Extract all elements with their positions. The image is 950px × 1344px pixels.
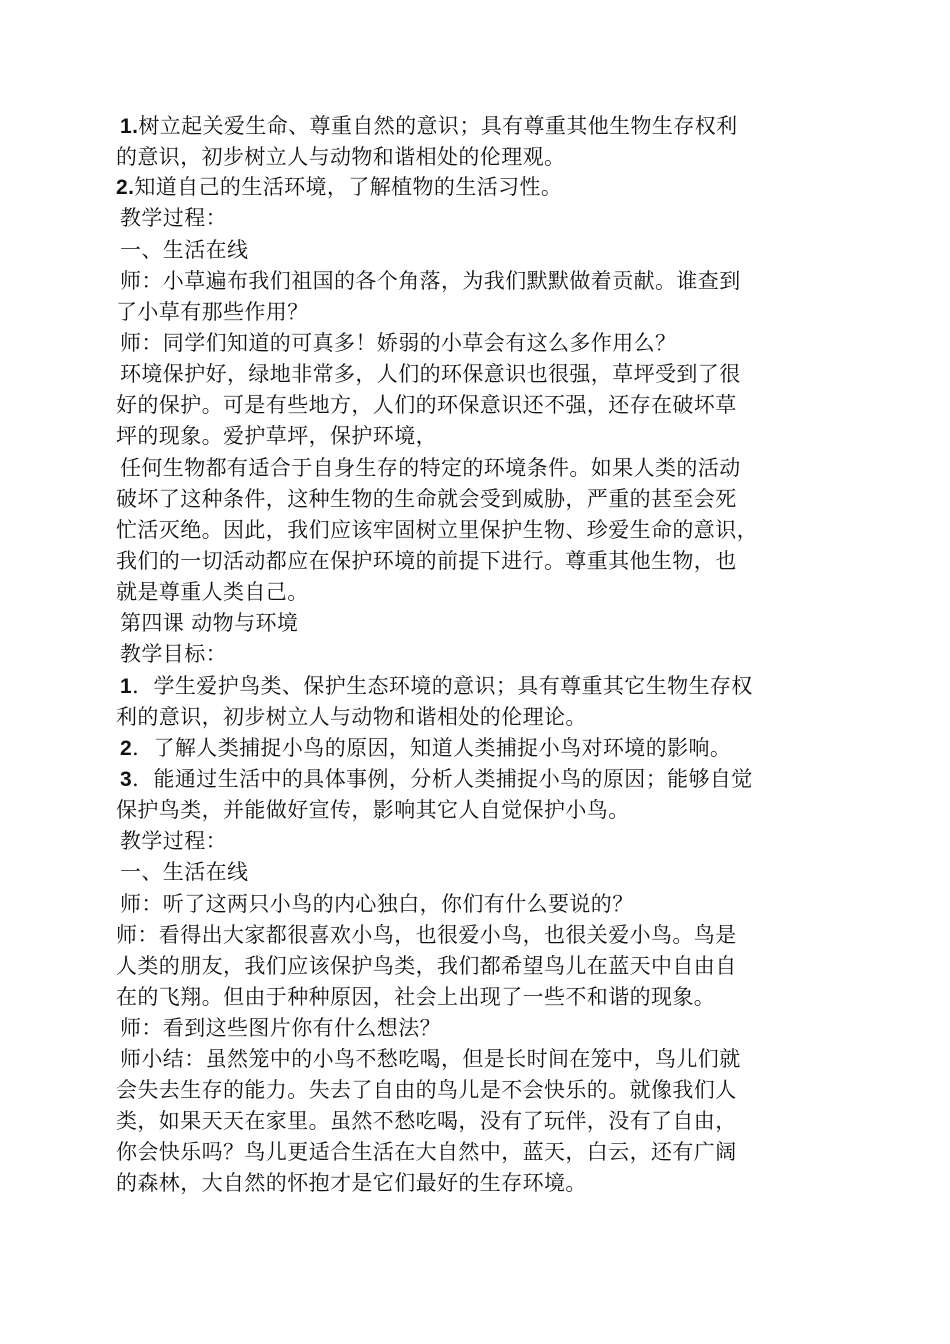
text-line-26 [120, 890, 634, 918]
line-text: 人类的朋友，我们应该保护鸟类，我们都希望鸟儿在蓝天中自由自 [116, 954, 737, 978]
line-text: 会失去生存的能力。失去了自由的鸟儿是不会快乐的。就像我们人 [116, 1078, 737, 1102]
line-text: 树立起关爱生命、尊重自然的意识；具有尊重其他生物生存权利 [138, 114, 738, 138]
text-line-35 [116, 1169, 587, 1197]
text-line-16 [116, 578, 309, 606]
text-line-13 [116, 485, 737, 513]
text-line-12 [120, 454, 741, 482]
line-text: 忙活灭绝。因此，我们应该牢固树立里保护生物、珍爱生命的意识， [116, 518, 758, 542]
line-text: 在的飞翔。但由于种种原因，社会上出现了一些不和谐的现象。 [116, 985, 716, 1009]
text-line-4 [120, 204, 227, 232]
line-text: 知道自己的生活环境，了解植物的生活习性。 [134, 175, 563, 199]
list-number: 1. [120, 115, 139, 138]
line-text: 师小结：虽然笼中的小鸟不愁吃喝，但是长时间在笼中，鸟儿们就 [120, 1047, 741, 1071]
text-line-30 [120, 1014, 441, 1042]
text-line-17 [120, 609, 298, 637]
text-line-23 [116, 796, 630, 824]
line-text: 保护鸟类，并能做好宣传，影响其它人自觉保护小鸟。 [116, 798, 630, 822]
text-line-10 [116, 391, 737, 419]
line-text: 任何生物都有适合于自身生存的特定的环境条件。如果人类的活动 [120, 456, 741, 480]
line-text: 类，如果天天在家里。虽然不愁吃喝，没有了玩伴，没有了自由， [116, 1109, 737, 1133]
line-text: 教学过程： [120, 206, 227, 230]
text-line-8 [120, 329, 676, 357]
text-line-32 [116, 1076, 737, 1104]
text-line-18 [120, 640, 227, 668]
text-line-15 [116, 547, 737, 575]
text-line-21 [120, 734, 731, 763]
text-line-24 [120, 827, 227, 855]
text-line-28 [116, 952, 737, 980]
list-number: 2. [116, 176, 135, 199]
text-line-9 [120, 360, 741, 388]
text-line-22 [120, 765, 753, 794]
line-text: 的意识，初步树立人与动物和谐相处的伦理观。 [116, 145, 566, 169]
text-line-14 [116, 516, 758, 544]
line-text: 利的意识，初步树立人与动物和谐相处的伦理论。 [116, 705, 587, 729]
text-line-25 [120, 858, 248, 886]
line-text: 师：看得出大家都很喜欢小鸟，也很爱小鸟，也很关爱小鸟。鸟是 [116, 923, 737, 947]
line-text: 师：听了这两只小鸟的内心独白，你们有什么要说的？ [120, 892, 634, 916]
line-text: 了小草有那些作用？ [116, 300, 309, 324]
line-text: 就是尊重人类自己。 [116, 580, 309, 604]
list-number: 3 [120, 768, 133, 791]
line-text: 环境保护好，绿地非常多，人们的环保意识也很强，草坪受到了很 [120, 362, 741, 386]
line-text: 的森林，大自然的怀抱才是它们最好的生存环境。 [116, 1171, 587, 1195]
list-number: 2 [120, 737, 133, 760]
line-text: 我们的一切活动都应在保护环境的前提下进行。尊重其他生物，也 [116, 549, 737, 573]
list-number: 1 [120, 675, 133, 698]
text-line-34 [116, 1138, 737, 1166]
line-text: 师：同学们知道的可真多！娇弱的小草会有这么多作用么？ [120, 331, 677, 355]
text-line-33 [116, 1107, 737, 1135]
line-text: 第四课 动物与环境 [120, 611, 299, 635]
line-text: 破坏了这种条件，这种生物的生命就会受到威胁，严重的甚至会死 [116, 487, 737, 511]
line-text: 教学目标： [120, 642, 227, 666]
line-text: ．能通过生活中的具体事例，分析人类捕捉小鸟的原因；能够自觉 [132, 767, 753, 791]
line-text: 你会快乐吗？鸟儿更适合生活在大自然中，蓝天，白云，还有广阔 [116, 1140, 737, 1164]
line-text: ．了解人类捕捉小鸟的原因，知道人类捕捉小鸟对环境的影响。 [132, 736, 732, 760]
text-line-27 [116, 921, 737, 949]
text-line-2 [116, 143, 565, 171]
text-line-5 [120, 236, 248, 264]
text-line-1 [120, 112, 738, 141]
line-text: 坪的现象。爱护草坪，保护环境， [116, 424, 437, 448]
text-line-3 [116, 173, 562, 202]
text-line-6 [120, 267, 741, 295]
text-line-19 [120, 672, 753, 701]
line-text: 一、生活在线 [120, 860, 249, 884]
text-line-7 [116, 298, 309, 326]
line-text: 一、生活在线 [120, 238, 249, 262]
line-text: 教学过程： [120, 829, 227, 853]
line-text: 好的保护。可是有些地方，人们的环保意识还不强，还存在破坏草 [116, 393, 737, 417]
line-text: ．学生爱护鸟类、保护生态环境的意识；具有尊重其它生物生存权 [132, 674, 753, 698]
text-line-20 [116, 703, 587, 731]
line-text: 师：小草遍布我们祖国的各个角落，为我们默默做着贡献。谁查到 [120, 269, 741, 293]
text-line-31 [120, 1045, 741, 1073]
line-text: 师：看到这些图片你有什么想法？ [120, 1016, 441, 1040]
text-line-29 [116, 983, 715, 1011]
text-line-11 [116, 422, 437, 450]
